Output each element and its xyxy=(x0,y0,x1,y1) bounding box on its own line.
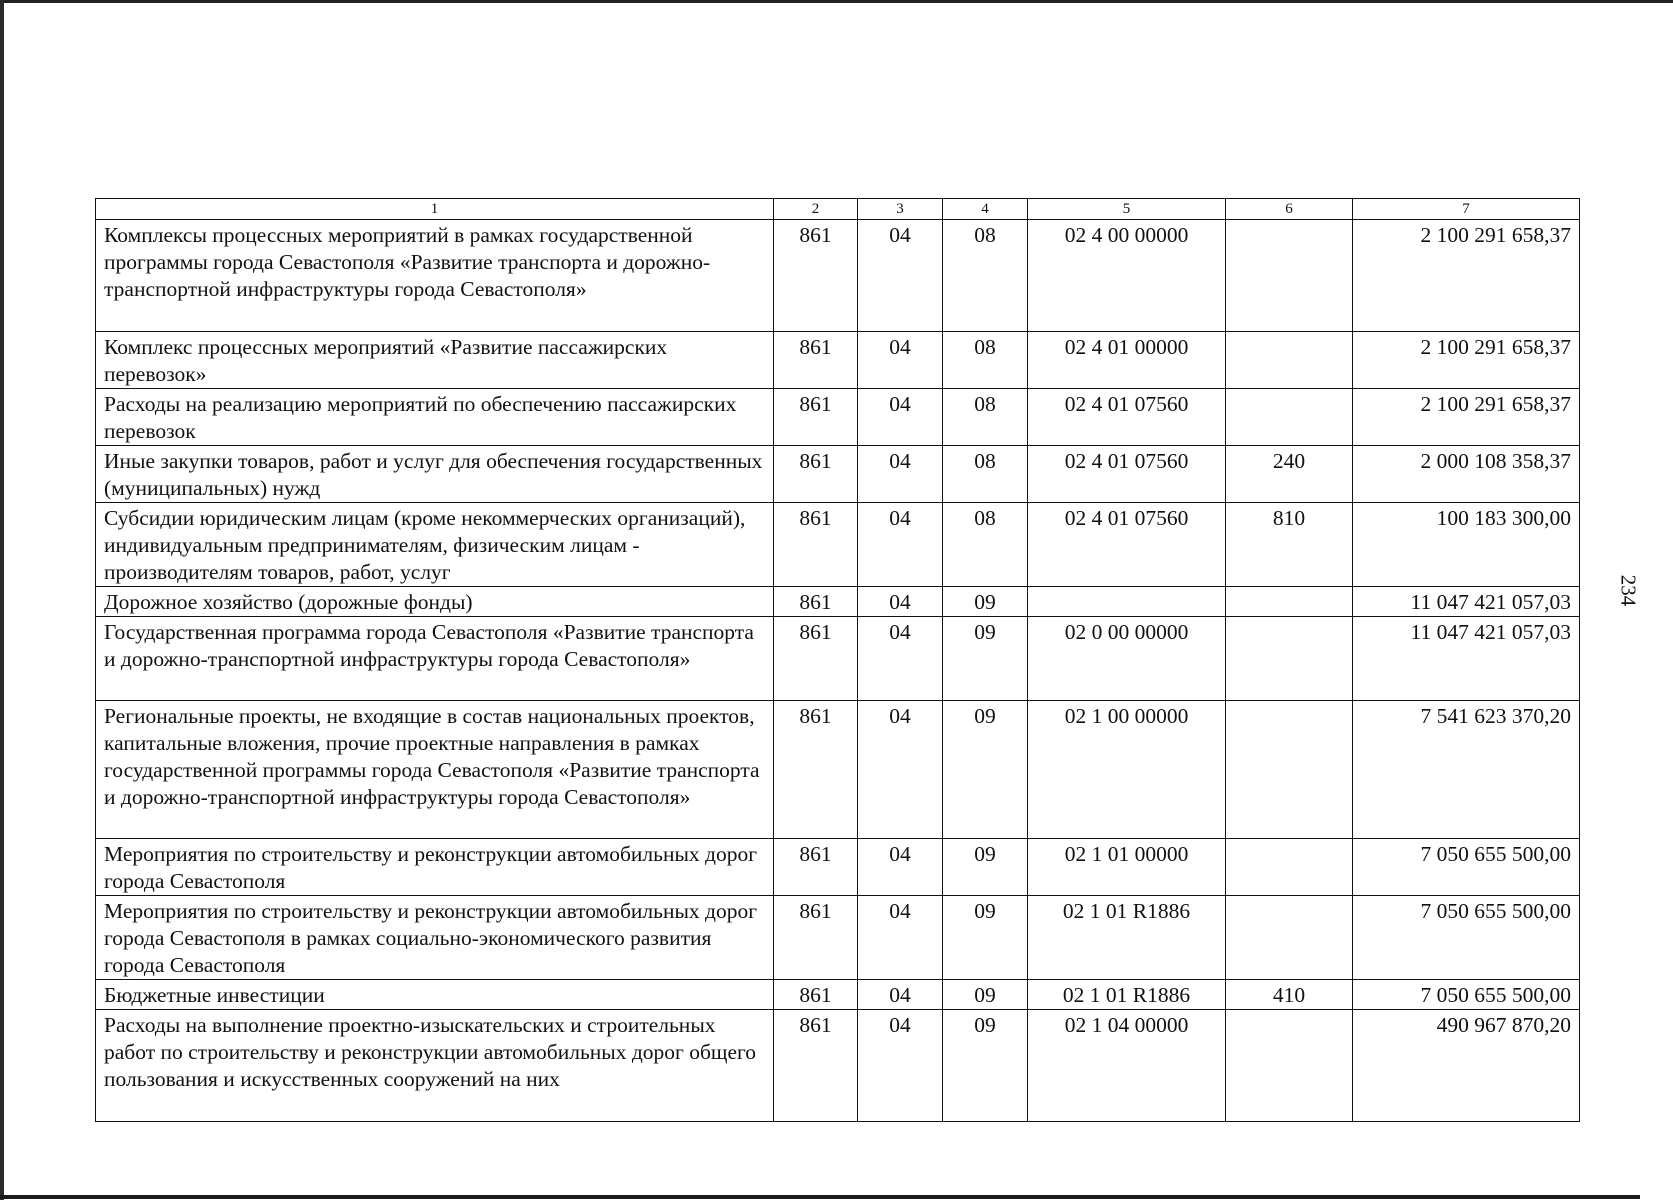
row-pr: 08 xyxy=(943,503,1028,587)
row-csr: 02 4 01 07560 xyxy=(1028,503,1226,587)
row-pr: 09 xyxy=(943,1010,1028,1122)
row-vr xyxy=(1226,701,1353,839)
row-pr: 09 xyxy=(943,587,1028,617)
row-vr: 810 xyxy=(1226,503,1353,587)
row-csr: 02 1 01 R1886 xyxy=(1028,896,1226,980)
row-sum: 100 183 300,00 xyxy=(1353,503,1580,587)
row-rz: 04 xyxy=(858,980,943,1010)
row-ved: 861 xyxy=(774,701,858,839)
row-name: Государственная программа города Севастополя «Развитие транспорта и дорожно-транспортной инфраструктуры города Севастополя» xyxy=(96,617,774,701)
row-vr xyxy=(1226,587,1353,617)
scan-edge-left xyxy=(0,0,4,1200)
table-row xyxy=(96,503,1580,587)
row-sum: 2 100 291 658,37 xyxy=(1353,389,1580,446)
row-name: Бюджетные инвестиции xyxy=(96,980,774,1010)
row-ved: 861 xyxy=(774,503,858,587)
row-vr xyxy=(1226,1010,1353,1122)
row-name: Дорожное хозяйство (дорожные фонды) xyxy=(96,587,774,617)
row-sum: 7 541 623 370,20 xyxy=(1353,701,1580,839)
row-pr: 09 xyxy=(943,839,1028,896)
table-header-row xyxy=(96,199,1580,220)
scan-edge-top xyxy=(0,0,1673,3)
row-name: Расходы на выполнение проектно-изыскательских и строительных работ по строительству и реконструкции автомобильных дорог общего пользования и искусственных сооружений на них xyxy=(96,1010,774,1122)
scan-edge-bottom xyxy=(0,1195,1640,1199)
row-sum: 11 047 421 057,03 xyxy=(1353,617,1580,701)
row-sum: 2 100 291 658,37 xyxy=(1353,220,1580,332)
row-ved: 861 xyxy=(774,896,858,980)
table-row xyxy=(96,332,1580,389)
row-ved: 861 xyxy=(774,332,858,389)
table-row xyxy=(96,839,1580,896)
row-ved: 861 xyxy=(774,389,858,446)
row-rz: 04 xyxy=(858,503,943,587)
row-pr: 08 xyxy=(943,332,1028,389)
row-rz: 04 xyxy=(858,389,943,446)
header-cell: 6 xyxy=(1226,199,1353,220)
row-vr xyxy=(1226,839,1353,896)
row-pr: 08 xyxy=(943,446,1028,503)
row-name: Иные закупки товаров, работ и услуг для обеспечения государственных (муниципальных) нужд xyxy=(96,446,774,503)
row-vr xyxy=(1226,332,1353,389)
row-ved: 861 xyxy=(774,980,858,1010)
row-rz: 04 xyxy=(858,839,943,896)
row-pr: 09 xyxy=(943,701,1028,839)
table-row xyxy=(96,587,1580,617)
row-vr xyxy=(1226,389,1353,446)
row-rz: 04 xyxy=(858,896,943,980)
row-pr: 09 xyxy=(943,896,1028,980)
row-ved: 861 xyxy=(774,587,858,617)
row-pr: 08 xyxy=(943,389,1028,446)
header-cell: 2 xyxy=(774,199,858,220)
row-rz: 04 xyxy=(858,587,943,617)
header-cell: 5 xyxy=(1028,199,1226,220)
header-cell: 1 xyxy=(96,199,774,220)
row-vr xyxy=(1226,220,1353,332)
row-pr: 09 xyxy=(943,980,1028,1010)
row-sum: 490 967 870,20 xyxy=(1353,1010,1580,1122)
row-csr: 02 1 00 00000 xyxy=(1028,701,1226,839)
row-rz: 04 xyxy=(858,332,943,389)
row-csr: 02 1 04 00000 xyxy=(1028,1010,1226,1122)
row-sum: 7 050 655 500,00 xyxy=(1353,980,1580,1010)
row-vr: 410 xyxy=(1226,980,1353,1010)
table-row xyxy=(96,896,1580,980)
header-cell: 3 xyxy=(858,199,943,220)
row-rz: 04 xyxy=(858,446,943,503)
row-name: Субсидии юридическим лицам (кроме некоммерческих организаций), индивидуальным предпринимателям, физическим лицам - производителям товаров, работ, услуг xyxy=(96,503,774,587)
row-csr: 02 0 00 00000 xyxy=(1028,617,1226,701)
row-rz: 04 xyxy=(858,617,943,701)
row-sum: 2 100 291 658,37 xyxy=(1353,332,1580,389)
header-cell: 4 xyxy=(943,199,1028,220)
row-ved: 861 xyxy=(774,1010,858,1122)
row-ved: 861 xyxy=(774,617,858,701)
row-name: Расходы на реализацию мероприятий по обеспечению пассажирских перевозок xyxy=(96,389,774,446)
row-rz: 04 xyxy=(858,1010,943,1122)
row-ved: 861 xyxy=(774,220,858,332)
table-row xyxy=(96,980,1580,1010)
row-csr xyxy=(1028,587,1226,617)
table-row xyxy=(96,1010,1580,1122)
row-name: Комплекс процессных мероприятий «Развитие пассажирских перевозок» xyxy=(96,332,774,389)
row-sum: 11 047 421 057,03 xyxy=(1353,587,1580,617)
row-sum: 2 000 108 358,37 xyxy=(1353,446,1580,503)
row-rz: 04 xyxy=(858,220,943,332)
row-name: Комплексы процессных мероприятий в рамках государственной программы города Севастополя «Развитие транспорта и дорожно-транспортной инфраструктуры города Севастополя» xyxy=(96,220,774,332)
row-vr: 240 xyxy=(1226,446,1353,503)
row-csr: 02 4 00 00000 xyxy=(1028,220,1226,332)
row-csr: 02 1 01 R1886 xyxy=(1028,980,1226,1010)
table-row xyxy=(96,220,1580,332)
row-name: Мероприятия по строительству и реконструкции автомобильных дорог города Севастополя в рамках социально-экономического развития города Севастополя xyxy=(96,896,774,980)
row-sum: 7 050 655 500,00 xyxy=(1353,839,1580,896)
row-name: Мероприятия по строительству и реконструкции автомобильных дорог города Севастополя xyxy=(96,839,774,896)
row-name: Региональные проекты, не входящие в состав национальных проектов, капитальные вложения, прочие проектные направления в рамках государственной программы города Севастополя «Развитие транспорта и дорожно-транспортной инфраструктуры города Севастополя» xyxy=(96,701,774,839)
row-vr xyxy=(1226,896,1353,980)
table-row xyxy=(96,701,1580,839)
row-sum: 7 050 655 500,00 xyxy=(1353,896,1580,980)
table-row xyxy=(96,617,1580,701)
row-csr: 02 4 01 07560 xyxy=(1028,446,1226,503)
row-vr xyxy=(1226,617,1353,701)
row-pr: 09 xyxy=(943,617,1028,701)
row-rz: 04 xyxy=(858,701,943,839)
row-csr: 02 1 01 00000 xyxy=(1028,839,1226,896)
row-ved: 861 xyxy=(774,839,858,896)
row-csr: 02 4 01 07560 xyxy=(1028,389,1226,446)
table-row xyxy=(96,389,1580,446)
header-cell: 7 xyxy=(1353,199,1580,220)
table-row xyxy=(96,446,1580,503)
row-csr: 02 4 01 00000 xyxy=(1028,332,1226,389)
row-pr: 08 xyxy=(943,220,1028,332)
page-number: 234 xyxy=(1616,574,1641,607)
budget-table xyxy=(95,198,1580,1122)
row-ved: 861 xyxy=(774,446,858,503)
